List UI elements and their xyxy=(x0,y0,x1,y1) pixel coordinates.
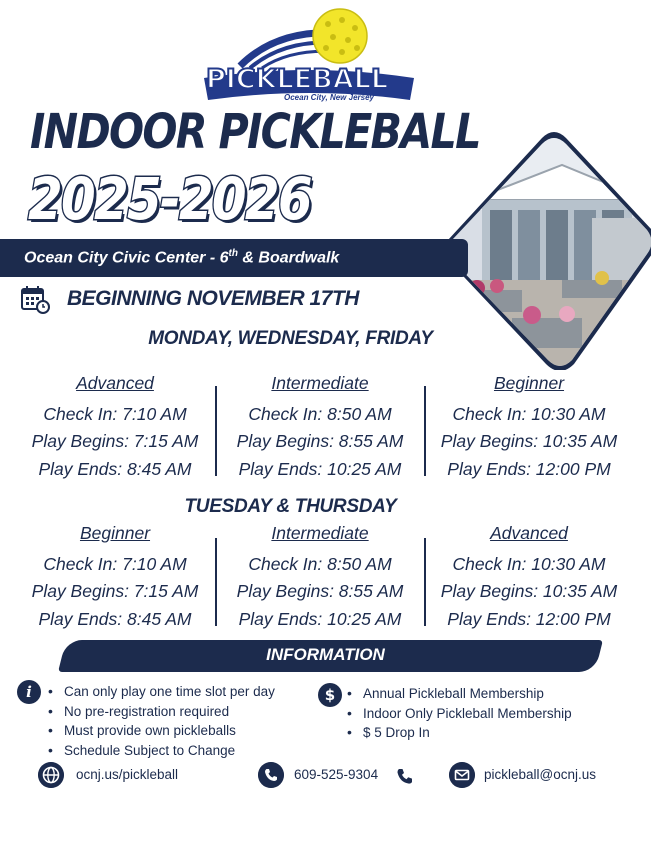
pickleball-logo xyxy=(200,6,420,104)
rules-list xyxy=(48,682,275,760)
schedule-column xyxy=(215,370,425,483)
level-heading: Beginner xyxy=(493,373,565,393)
info-icon: i xyxy=(17,680,41,704)
play-ends-time: Play Ends: 8:45 AM xyxy=(38,458,192,479)
check-in-time: Check In: 8:50 AM xyxy=(248,553,392,574)
level-heading: Advanced xyxy=(76,373,154,393)
pricing-list xyxy=(347,684,572,743)
schedule-column xyxy=(424,370,634,483)
schedule-column xyxy=(10,370,220,483)
venue-text: Ocean City Civic Center - 6th & Boardwalk xyxy=(24,248,340,267)
dollar-icon: $ xyxy=(318,683,342,707)
play-ends-time: Play Ends: 12:00 PM xyxy=(447,608,611,629)
schedule-column xyxy=(10,520,220,633)
phone-number[interactable]: 609-525-9304 xyxy=(294,767,379,782)
check-in-time: Check In: 7:10 AM xyxy=(43,403,187,424)
list-item: • No pre-registration required xyxy=(48,702,275,722)
title-line-2: 2025-2026 xyxy=(28,165,311,233)
email-icon xyxy=(449,762,475,788)
check-in-time: Check In: 10:30 AM xyxy=(452,553,606,574)
title-line-1: INDOOR PICKLEBALL xyxy=(30,104,480,160)
check-in-time: Check In: 7:10 AM xyxy=(43,553,187,574)
phone-icon xyxy=(258,762,284,788)
beginning-date: BEGINNING NOVEMBER 17TH xyxy=(67,287,359,310)
logo-subtitle: Ocean City, New Jersey xyxy=(284,93,374,102)
play-ends-time: Play Ends: 8:45 AM xyxy=(38,608,192,629)
check-in-time: Check In: 8:50 AM xyxy=(248,403,392,424)
level-heading: Intermediate xyxy=(271,523,369,543)
schedule-mwf xyxy=(10,370,640,479)
play-begins-time: Play Begins: 8:55 AM xyxy=(236,431,404,451)
play-begins-time: Play Begins: 10:35 AM xyxy=(440,431,618,451)
play-begins-time: Play Begins: 7:15 AM xyxy=(31,431,199,451)
list-item: • Indoor Only Pickleball Membership xyxy=(347,704,572,724)
schedule-column xyxy=(215,520,425,633)
days-tt: TUESDAY & THURSDAY xyxy=(184,496,397,517)
days-mwf: MONDAY, WEDNESDAY, FRIDAY xyxy=(148,328,433,349)
calendar-clock-icon xyxy=(20,284,50,314)
play-ends-time: Play Ends: 10:25 AM xyxy=(238,608,402,629)
list-item: • Schedule Subject to Change xyxy=(48,741,275,761)
level-heading: Advanced xyxy=(490,523,568,543)
play-begins-time: Play Begins: 7:15 AM xyxy=(31,581,199,601)
list-item: • Must provide own pickleballs xyxy=(48,721,275,741)
play-ends-time: Play Ends: 10:25 AM xyxy=(238,458,402,479)
level-heading: Intermediate xyxy=(271,373,369,393)
logo-title: PICKLEBALL xyxy=(206,64,389,95)
phone-handset-icon xyxy=(396,767,414,785)
play-begins-time: Play Begins: 10:35 AM xyxy=(440,581,618,601)
list-item: • $ 5 Drop In xyxy=(347,723,572,743)
list-item: • Annual Pickleball Membership xyxy=(347,684,572,704)
play-begins-time: Play Begins: 8:55 AM xyxy=(236,581,404,601)
play-ends-time: Play Ends: 12:00 PM xyxy=(447,458,611,479)
website-link[interactable]: ocnj.us/pickleball xyxy=(76,767,179,782)
schedule-column xyxy=(424,520,634,633)
level-heading: Beginner xyxy=(79,523,151,543)
email-link[interactable]: pickleball@ocnj.us xyxy=(484,767,597,782)
schedule-tt xyxy=(10,520,640,629)
list-item: • Can only play one time slot per day xyxy=(48,682,275,702)
information-title: INFORMATION xyxy=(266,645,385,664)
globe-icon xyxy=(38,762,64,788)
check-in-time: Check In: 10:30 AM xyxy=(452,403,606,424)
